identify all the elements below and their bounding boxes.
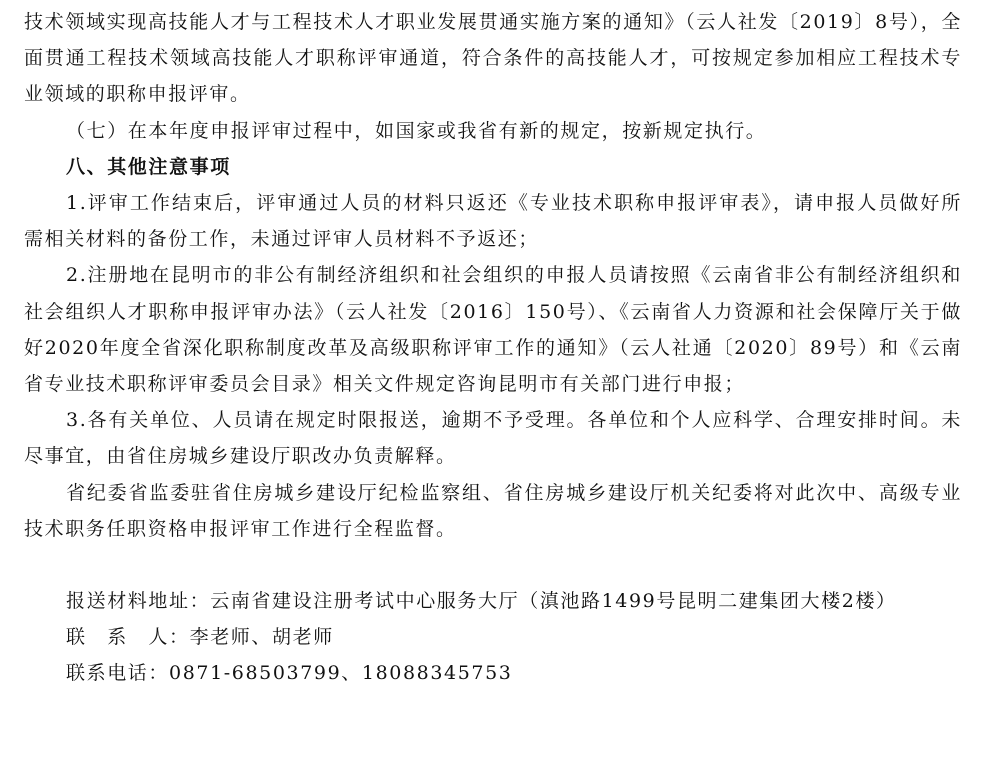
contact-person: 联 系 人：李老师、胡老师 xyxy=(66,626,334,649)
paragraph-note-1: 1.评审工作结束后，评审通过人员的材料只返还《专业技术职称申报评审表》，请申报人员做好所需相关材料的备份工作，未通过评审人员材料不予返还； xyxy=(24,192,962,251)
paragraph-item-seven: （七）在本年度申报评审过程中，如国家或我省有新的规定，按新规定执行。 xyxy=(66,119,767,142)
paragraph-note-3: 3.各有关单位、人员请在规定时限报送，逾期不予受理。各单位和个人应科学、合理安排时间。未尽事宜，由省住房城乡建设厅职改办负责解释。 xyxy=(24,409,962,468)
paragraph-note-2: 2.注册地在昆明市的非公有制经济组织和社会组织的申报人员请按照《云南省非公有制经济组织和社会组织人才职称申报评审办法》（云人社发〔2016〕150号）、《云南省人力资源和社会保障厅关于做好2020年度全省深化职称制度改革及高级职称评审工作的通知》（云人社通〔2020〕89号）和《云南省专业技术职称评审委员会目录》相关文件规定咨询昆明市有关部门进行申报； xyxy=(24,264,962,396)
section-eight-heading: 八、其他注意事项 xyxy=(66,155,231,178)
contact-phone: 联系电话：0871-68503799、18088345753 xyxy=(66,662,513,685)
contact-address: 报送材料地址：云南省建设注册考试中心服务大厅（滇池路1499号昆明二建集团大楼2楼） xyxy=(66,590,897,613)
paragraph-supervision: 省纪委省监委驻省住房城乡建设厅纪检监察组、省住房城乡建设厅机关纪委将对此次中、高级专业技术职务任职资格申报评审工作进行全程监督。 xyxy=(24,481,962,540)
paragraph-continuation: 技术领域实现高技能人才与工程技术人才职业发展贯通实施方案的通知》（云人社发〔2019〕8号），全面贯通工程技术领域高技能人才职称评审通道，符合条件的高技能人才，可按规定参加相应工程技术专业领域的职称申报评审。 xyxy=(24,11,962,106)
blank-line xyxy=(24,547,962,583)
